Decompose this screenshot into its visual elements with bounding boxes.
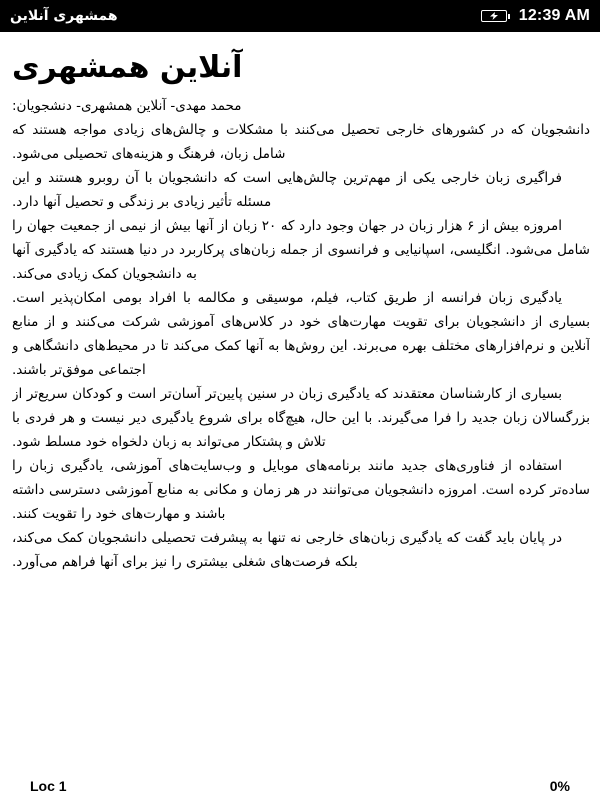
battery-charging-icon — [481, 10, 507, 22]
document-title: آنلاین همشهری — [12, 50, 243, 85]
paragraph: بسیاری از کارشناسان معتقدند که یادگیری زبان در سنین پایین‌تر آسان‌تر است و کودکان سریع‌تر از بزرگسالان زبان جدید را فرا می‌گیرند. با این حال، هیچ‌گاه برای شروع یادگیری دیر نیست و هر فردی با تلاش و پشتکار می‌تواند به زبان دلخواه خود مسلط شود. — [12, 386, 590, 450]
location-indicator: Loc 1 — [30, 778, 67, 794]
reader-content[interactable] — [12, 40, 590, 768]
byline: محمد مهدی- آنلاین همشهری- دنشجویان: — [12, 98, 242, 114]
status-bar — [0, 0, 600, 32]
app-title: همشهری آنلاین — [10, 8, 118, 24]
progress-percent: 0% — [549, 778, 570, 794]
clock: 12:39 AM — [518, 7, 590, 24]
paragraph: دانشجویان که در کشورهای خارجی تحصیل می‌کنند با مشکلات و چالش‌های زیادی مواجه هستند که شامل زبان، فرهنگ و هزینه‌های تحصیلی می‌شود. — [12, 122, 590, 162]
paragraph: یادگیری زبان فرانسه از طریق کتاب، فیلم، موسیقی و مکالمه با افراد بومی امکان‌پذیر است. بسیاری از دانشجویان برای تقویت مهارت‌های خود در کلاس‌های آموزشی شرکت می‌کنند و از منابع آنلاین و نرم‌افزارهای مختلف بهره می‌برند. این روش‌ها به آنها کمک می‌کند تا در محیط‌های دانشگاهی و اجتماعی موفق‌تر باشند. — [12, 290, 590, 378]
paragraph: در پایان باید گفت که یادگیری زبان‌های خارجی نه تنها به پیشرفت تحصیلی دانشجویان کمک می‌کند، بلکه فرصت‌های شغلی بیشتری را نیز برای آنها فراهم می‌آورد. — [12, 530, 562, 570]
paragraph: استفاده از فناوری‌های جدید مانند برنامه‌های موبایل و وب‌سایت‌های آموزشی، یادگیری زبان را ساده‌تر کرده است. امروزه دانشجویان می‌توانند در هر زمان و مکانی به منابع آموزشی دسترسی داشته باشند و مهارت‌های خود را تقویت کنند. — [12, 458, 590, 522]
reader-footer — [0, 772, 600, 800]
status-indicators — [481, 7, 590, 25]
paragraph: فراگیری زبان خارجی یکی از مهم‌ترین چالش‌هایی است که دانشجویان با آن روبرو هستند و این مسئله تأثیر زیادی بر زندگی و تحصیل آنها دارد. — [12, 170, 562, 210]
paragraph: امروزه بیش از ۶ هزار زبان در جهان وجود دارد که ۲۰ زبان از آنها بیش از نیمی از جمعیت جهان را شامل می‌شود. انگلیسی، اسپانیایی و فرانسوی از جمله زبان‌های پرکاربرد در دنیا هستند که یادگیری آنها به دانشجویان کمک زیادی می‌کند. — [12, 218, 590, 282]
